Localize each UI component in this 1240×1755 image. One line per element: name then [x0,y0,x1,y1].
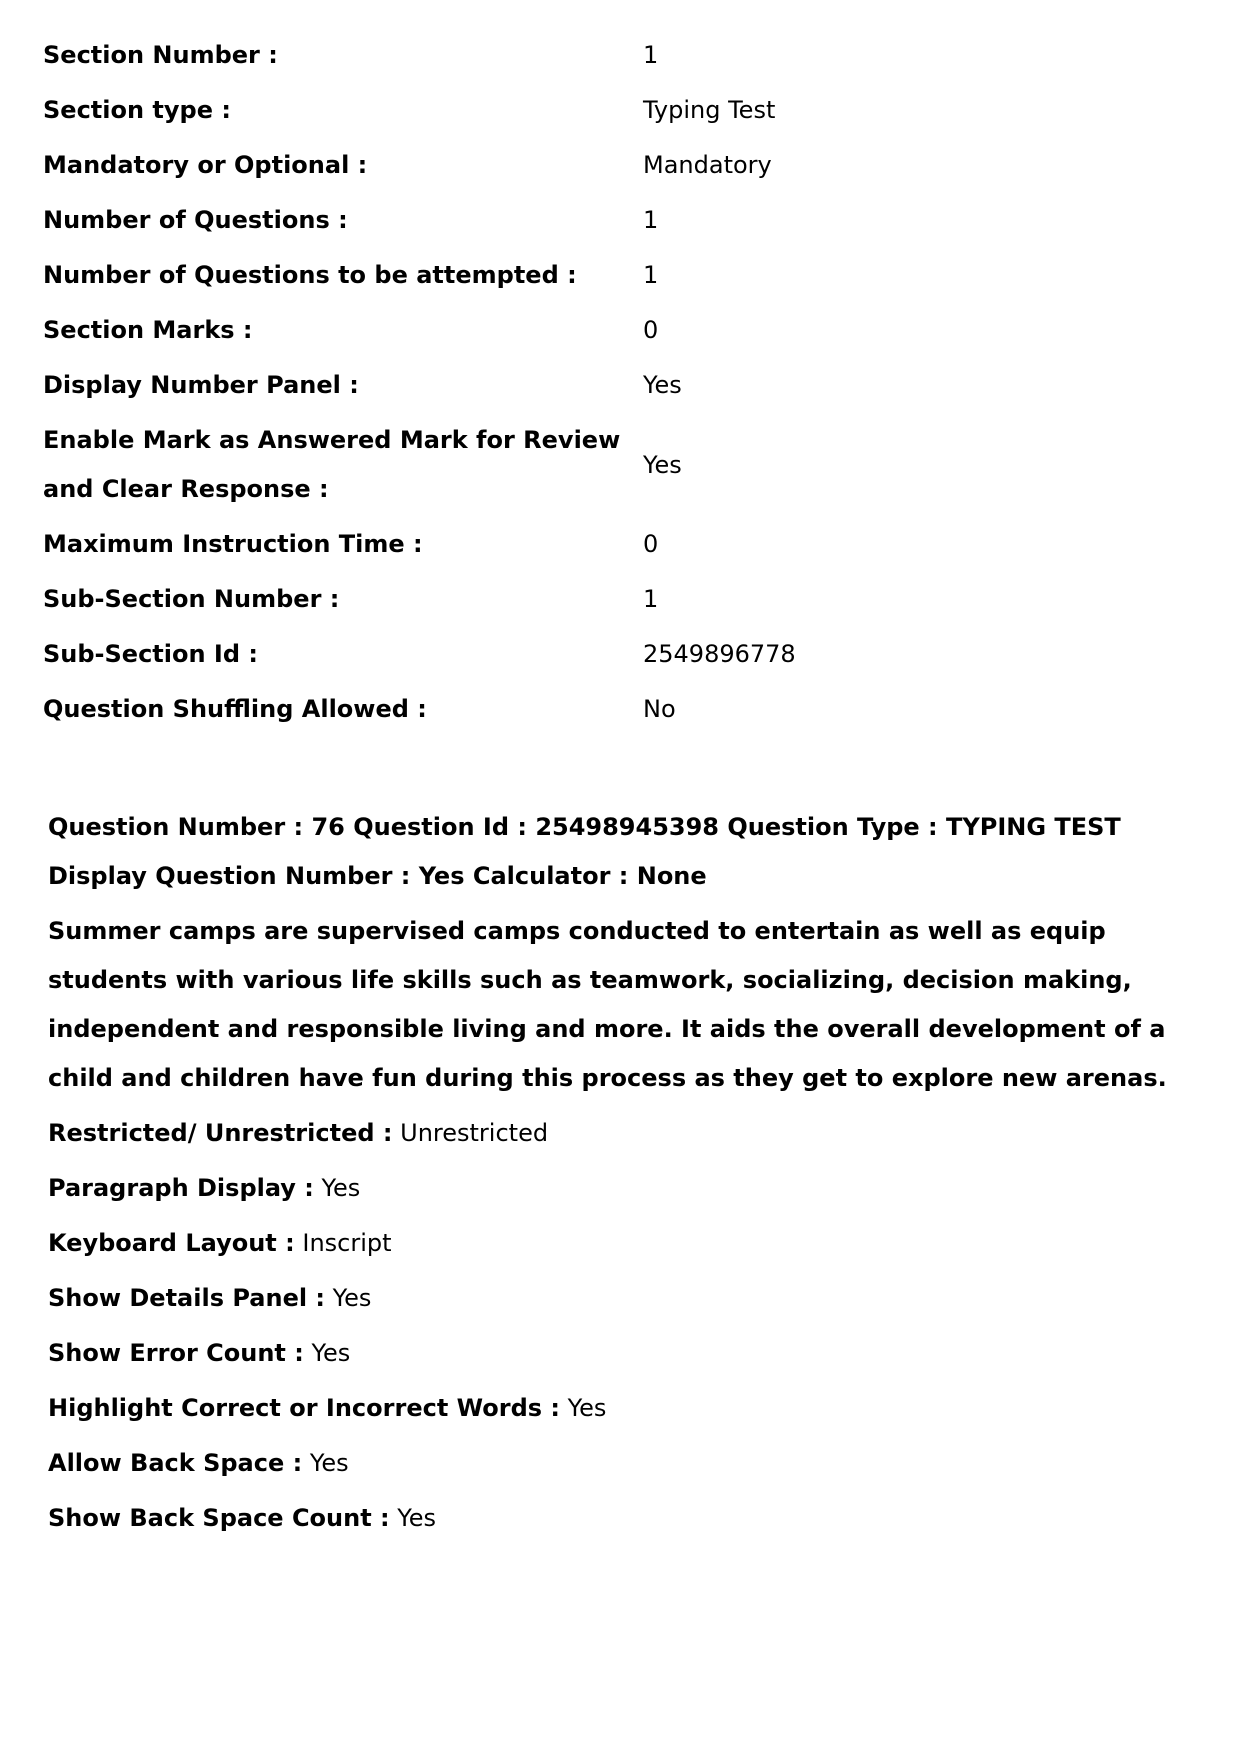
row-value: Yes [643,450,682,479]
question-prop-show-back-space-count [48,1494,1208,1549]
question-prop-keyboard-layout [48,1219,1208,1274]
prop-label: Highlight Correct or Incorrect Words : [48,1394,561,1422]
section-row-question-shuffling [43,682,1193,737]
row-value: 2549896778 [643,640,796,668]
row-value: Mandatory [643,151,772,179]
section-row-max-instruction-time [43,517,1193,572]
prop-value: Yes [321,1174,361,1202]
row-label: Mandatory or Optional : [43,151,368,179]
section-row-number-of-questions [43,193,1193,248]
row-value: No [643,695,676,723]
section-row-enable-mark-as-answered [43,413,1193,517]
prop-label: Keyboard Layout : [48,1229,295,1257]
row-label: Maximum Instruction Time : [43,530,423,558]
prop-label: Show Error Count : [48,1339,304,1367]
row-label: Sub-Section Number : [43,585,340,613]
prop-value: Yes [397,1504,437,1532]
section-row-display-number-panel [43,358,1193,413]
section-row-sub-section-id [43,627,1193,682]
row-label: Section Number : [43,41,278,69]
prop-value: Yes [311,1339,351,1367]
section-row-section-type [43,83,1193,138]
question-prop-paragraph-display [48,1164,1208,1219]
row-value: 1 [643,206,659,234]
row-value: 0 [643,530,659,558]
row-value: 0 [643,316,659,344]
question-prop-restricted [48,1109,1208,1164]
question-text: Summer camps are supervised camps conducted to entertain as well as equip students with various life skills such as teamwork, socializing, decision making, independent and responsible living and more. It aids the overall development of a child and children have fun during this process as they get to explore new arenas. [48,917,1167,1092]
row-value: 1 [643,261,659,289]
prop-label: Show Back Space Count : [48,1504,390,1532]
prop-label: Restricted/ Unrestricted : [48,1119,393,1147]
row-label: Section type : [43,96,231,124]
section-row-section-number [43,28,1193,83]
prop-value: Unrestricted [400,1119,549,1147]
row-label: Sub-Section Id : [43,640,258,668]
section-row-mandatory [43,138,1193,193]
prop-value: Yes [567,1394,607,1422]
row-label: Display Number Panel : [43,371,359,399]
section-details-table [43,28,1193,737]
row-label: Number of Questions to be attempted : [43,261,577,289]
section-row-questions-to-attempt [43,248,1193,303]
section-row-section-marks [43,303,1193,358]
row-value: Yes [643,371,682,399]
question-block [48,803,1208,1549]
prop-value: Yes [332,1284,372,1312]
row-label: Number of Questions : [43,206,348,234]
prop-value: Yes [309,1449,349,1477]
row-value: Typing Test [643,96,776,124]
question-header: Question Number : 76 Question Id : 25498945398 Question Type : TYPING TEST Display Question Number : Yes Calculator : None [48,813,1121,890]
prop-label: Paragraph Display : [48,1174,314,1202]
question-prop-highlight-words [48,1384,1208,1439]
question-prop-show-error-count [48,1329,1208,1384]
question-prop-show-details-panel [48,1274,1208,1329]
prop-value: Inscript [302,1229,392,1257]
question-prop-allow-back-space [48,1439,1208,1494]
section-row-sub-section-number [43,572,1193,627]
row-value: 1 [643,585,659,613]
row-label: Question Shuffling Allowed : [43,695,427,723]
row-label: Section Marks : [43,316,253,344]
prop-label: Allow Back Space : [48,1449,303,1477]
row-value: 1 [643,41,659,69]
prop-label: Show Details Panel : [48,1284,326,1312]
row-label: Enable Mark as Answered Mark for Review and Clear Response : [43,426,621,503]
